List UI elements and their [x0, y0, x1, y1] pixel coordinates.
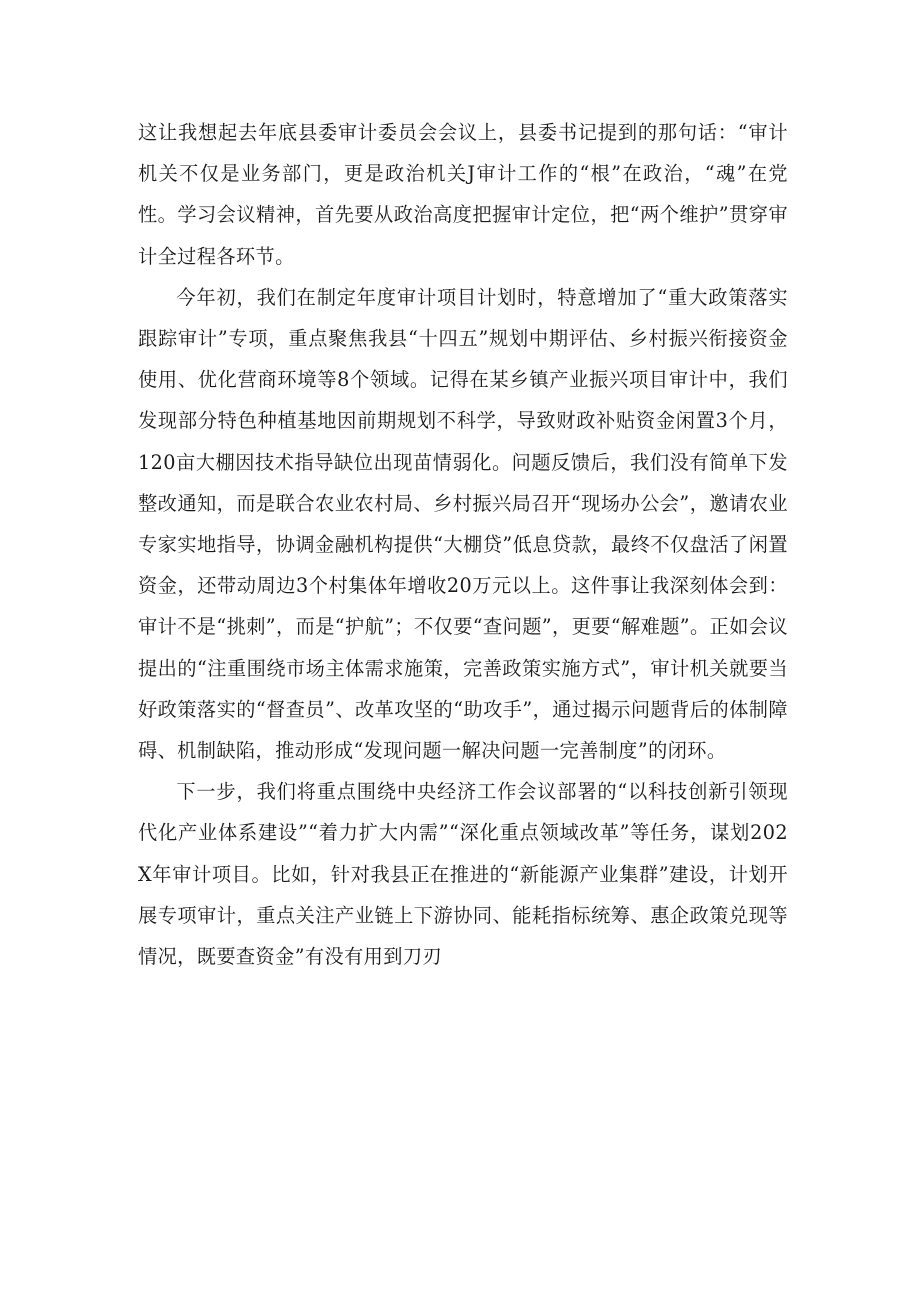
paragraph-2: 今年初，我们在制定年度审计项目计划时，特意增加了“重大政策落实跟踪审计”专项，重点聚焦我县“十四五”规划中期评估、乡村振兴衔接资金使用、优化营商环境等8个领域。记得在某乡镇产业振兴项目审计中，我们发现部分特色种植基地因前期规划不科学，导致财政补贴资金闲置3个月，120亩大棚因技术指导缺位出现苗情弱化。问题反馈后，我们没有简单下发整改通知，而是联合农业农村局、乡村振兴局召开“现场办公会”，邀请农业专家实地指导，协调金融机构提供“大棚贷”低息贷款，最终不仅盘活了闲置资金，还带动周边3个村集体年增收20万元以上。这件事让我深刻体会到：审计不是“挑刺”，而是“护航”；不仅要“查问题”，更要“解难题”。正如会议提出的“注重围绕市场主体需求施策，完善政策实施方式”，审计机关就要当好政策落实的“督查员”、改革攻坚的“助攻手”，通过揭示问题背后的体制障碍、机制缺陷，推动形成“发现问题一解决问题一完善制度”的闭环。: [138, 285, 788, 763]
document-body: [138, 112, 788, 977]
paragraph-1: 这让我想起去年底县委审计委员会会议上，县委书记提到的那句话：“审计机关不仅是业务部门，更是政治机关J审计工作的“根”在政治，“魂”在党性。学习会议精神，首先要从政治高度把握审计定位，把“两个维护”贯穿审计全过程各环节。: [138, 121, 788, 268]
paragraph-3: 下一步，我们将重点围绕中央经济工作会议部署的“以科技创新引领现代化产业体系建设”“着力扩大内需”“深化重点领域改革”等任务，谋划202X年审计项目。比如，针对我县正在推进的“新能源产业集群”建设，计划开展专项审计，重点关注产业链上下游协同、能耗指标统筹、惠企政策兑现等情况，既要查资金”有没有用到刀刃: [138, 780, 788, 969]
